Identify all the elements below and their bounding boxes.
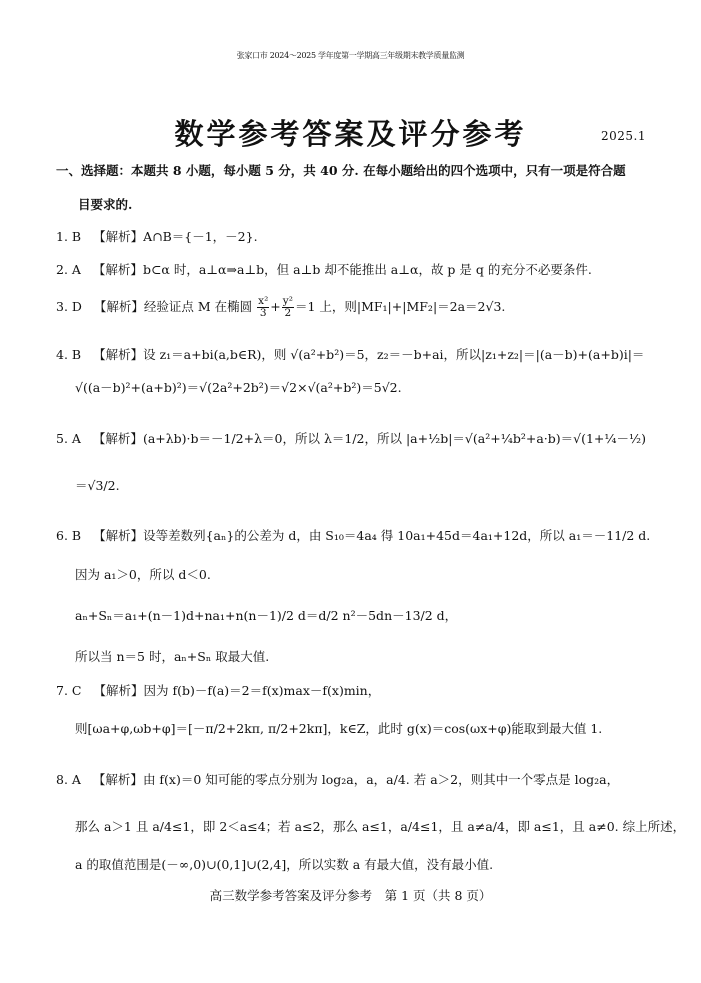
answer-number: 2. A (56, 262, 81, 277)
analysis-text-line1: 设等差数列{aₙ}的公差为 d，由 S₁₀＝4a₄ 得 10a₁+45d＝4a₁+12d，所以 a₁＝－11/2 d. (143, 528, 651, 543)
analysis-text-line1: (a+λb)·b＝－1/2+λ＝0，所以 λ＝1/2，所以 |a+½b|＝√(a²+¼b²+a·b)＝√(1+¼－½) (142, 431, 646, 446)
answer-item-6-line3: aₙ+Sₙ＝a₁+(n－1)d+na₁+n(n－1)/2 d＝d/2 n²－5dn－13/2 d， (75, 608, 458, 623)
analysis-tag: 【解析】 (93, 299, 144, 314)
analysis-text-pre: 经验证点 M 在椭圆 (143, 299, 253, 314)
exam-header-title: 张家口市 2024～2025 学年度第一学期高三年级期末教学质量监测 (236, 51, 465, 60)
analysis-tag: 【解析】 (93, 683, 144, 698)
analysis-tag: 【解析】 (93, 229, 144, 244)
section-heading-line1: 一、选择题：本题共 8 小题，每小题 5 分，共 40 分. 在每小题给出的四个选项中，只有一项是符合题 (56, 163, 626, 178)
answer-item-5 (56, 430, 646, 448)
analysis-tag: 【解析】 (93, 347, 144, 362)
answer-item-7 (56, 682, 380, 700)
answer-item-4-line2: √((a－b)²+(a+b)²)＝√(2a²+2b²)＝√2×√(a²+b²)＝5√2. (75, 380, 402, 395)
fraction-numerator: x² (258, 295, 269, 307)
analysis-tag: 【解析】 (93, 528, 144, 543)
answer-item-3 (56, 296, 505, 319)
analysis-text: A∩B＝{－1，－2}. (143, 229, 258, 244)
analysis-text-line1: 由 f(x)＝0 知可能的零点分别为 log₂a，a，a/4. 若 a＞2，则其中一个零点是 log₂a， (142, 772, 620, 787)
fraction-denominator: 3 (259, 307, 267, 319)
answer-item-6 (56, 527, 650, 545)
analysis-tag: 【解析】 (92, 262, 143, 277)
document-date: 2025.1 (601, 129, 646, 143)
plus-sign: + (270, 299, 281, 314)
section-heading-line2: 目要求的. (78, 197, 133, 212)
fraction-y2-over-2 (282, 296, 294, 319)
fraction-numerator: y² (282, 295, 293, 307)
answer-item-6-line4: 所以当 n＝5 时，aₙ+Sₙ 取最大值. (75, 649, 270, 664)
answer-item-1 (56, 228, 258, 246)
analysis-text-line1: 设 z₁＝a+bi(a,b∈R)，则 √(a²+b²)＝5，z₂＝－b+ai，所以|z₁+z₂|＝|(a－b)+(a+b)i|＝ (143, 347, 645, 362)
analysis-text: b⊂α 时，a⊥α⇒a⊥b，但 a⊥b 却不能推出 a⊥α，故 p 是 q 的充分不必要条件. (142, 262, 592, 277)
answer-number: 8. A (56, 772, 81, 787)
answer-item-8 (56, 771, 619, 789)
answer-number: 3. D (56, 299, 82, 314)
answer-number: 5. A (56, 431, 81, 446)
analysis-tag: 【解析】 (92, 772, 143, 787)
answer-item-8-line2: 那么 a＞1 且 a/4≤1，即 2＜a≤4；若 a≤2，那么 a≤1，a/4≤1，且 a≠a/4，即 a≤1，且 a≠0. 综上所述， (75, 819, 686, 834)
answer-item-5-line2: ＝√3/2. (75, 478, 120, 493)
answer-number: 6. B (56, 528, 82, 543)
fraction-x2-over-3 (257, 296, 269, 319)
answer-item-4 (56, 346, 644, 364)
answer-number: 4. B (56, 347, 82, 362)
answer-number: 1. B (56, 229, 82, 244)
page-footer: 高三数学参考答案及评分参考 第 1 页（共 8 页） (209, 888, 492, 903)
answer-item-8-line3: a 的取值范围是(－∞,0)∪(0,1]∪(2,4]，所以实数 a 有最大值，没有最小值. (75, 857, 494, 872)
document-title: 数学参考答案及评分参考 (174, 117, 527, 151)
analysis-tag: 【解析】 (92, 431, 143, 446)
answer-item-7-line2: 则[ωa+φ,ωb+φ]＝[－π/2+2kπ, π/2+2kπ]，k∈Z，此时 g(x)＝cos(ωx+φ)能取到最大值 1. (75, 721, 603, 736)
analysis-text-post: ＝1 上，则|MF₁|+|MF₂|＝2a＝2√3. (294, 299, 506, 314)
answer-number: 7. C (56, 683, 82, 698)
analysis-text-line1: 因为 f(b)－f(a)＝2＝f(x)max－f(x)min， (143, 683, 381, 698)
fraction-denominator: 2 (284, 307, 292, 319)
answer-item-6-line2: 因为 a₁＞0，所以 d＜0. (75, 567, 211, 582)
answer-item-2 (56, 261, 592, 279)
